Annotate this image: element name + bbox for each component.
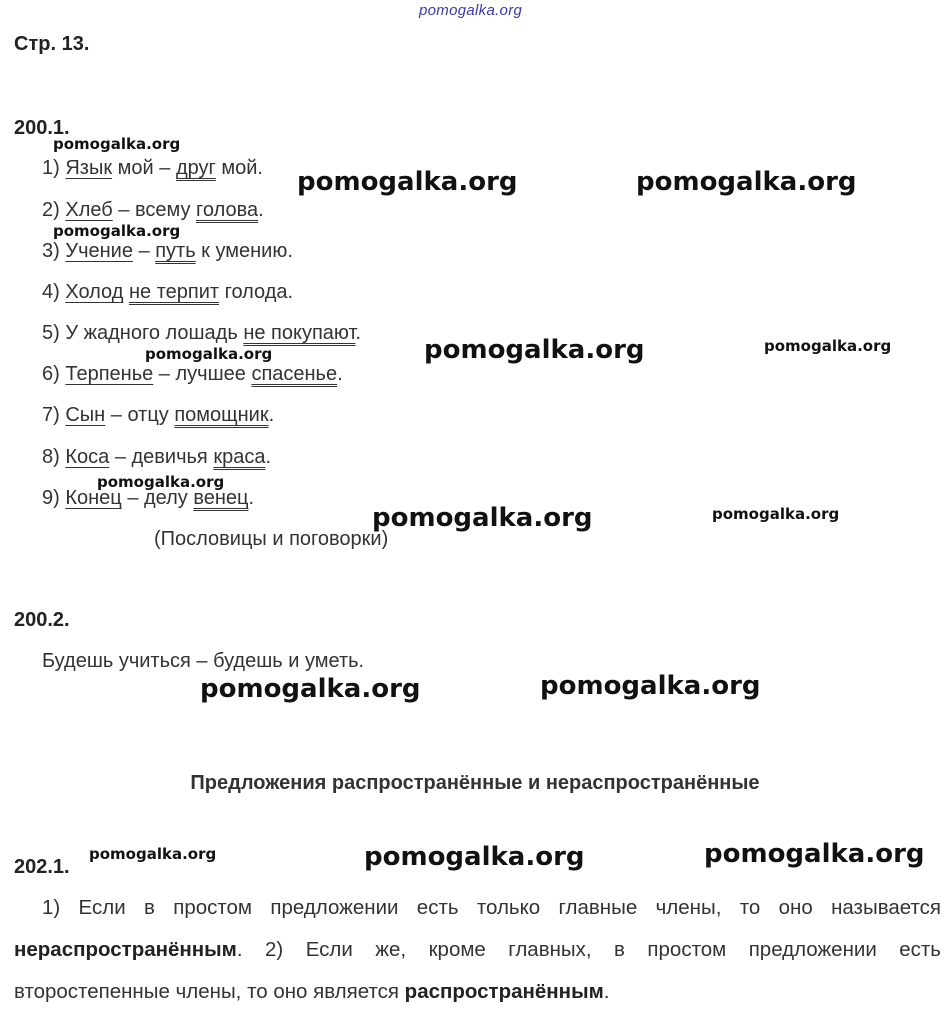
rule-line-1: 1) Если в простом предложении есть только главные члены, то оно называется [42,896,941,919]
section-title: Предложения распространённые и нераспространённые [190,772,760,794]
proverb-line [42,240,293,263]
proverb-text: – [132,240,156,262]
proverb-text: . [268,404,275,426]
exercise-number-200-1: 200.1. [14,117,70,139]
proverb-number: 2) [42,199,60,221]
proverb-text: к умению. [195,240,293,262]
proverb-number: 7) [42,404,60,426]
proverb-line [42,199,264,222]
top-watermark: pomogalka.org [419,2,523,19]
predicate-word: венец [193,487,249,509]
subject-word: Учение [65,240,133,262]
proverb-text: . [337,363,343,385]
page-label: Стр. 13. [14,33,90,55]
proverb-number: 4) [42,281,60,303]
proverb-number: 1) [42,157,60,179]
watermark-overlay: pomogalka.org [97,473,225,491]
predicate-word: голова [196,199,259,221]
rule-line-3-pre: второстепенные члены, то оно является [14,980,405,1003]
watermark-overlay: pomogalka.org [372,503,593,533]
subject-word: Коса [65,446,110,468]
subject-word: Хлеб [65,199,113,221]
proverb-text: – девичья [109,446,214,468]
proverb-line [42,404,274,427]
watermark-overlay: pomogalka.org [712,505,840,523]
watermark-overlay: pomogalka.org [424,335,645,365]
predicate-word: спасенье [251,363,338,385]
proverb-number: 6) [42,363,60,385]
proverb-text: – лучшее [153,363,252,385]
predicate-word: друг [175,157,216,179]
rule-line-3-post: . [603,980,610,1003]
proverb-line [42,322,361,345]
proverb-number: 3) [42,240,60,262]
watermark-overlay: pomogalka.org [297,167,518,197]
proverb-line [42,363,343,386]
proverb-text: . [258,199,264,221]
predicate-word: краса [213,446,266,468]
proverb-text: – отцу [105,404,175,426]
subject-word: Холод [65,281,124,303]
proverb-number: 5) [42,322,60,344]
watermark-overlay: pomogalka.org [53,135,181,153]
proverb-line [42,446,271,469]
subject-word: Сын [65,404,106,426]
proverb-text: У жадного лошадь [65,322,244,344]
predicate-word: путь [155,240,196,262]
proverb-text: . [265,446,272,468]
watermark-overlay: pomogalka.org [89,845,217,863]
proverb-text: мой – [112,157,176,179]
rule-line-2 [14,938,941,962]
proverb-text: . [248,487,255,509]
proverb-line [42,281,293,304]
exercise-200-2-answer: Будешь учиться – будешь и уметь. [42,650,365,672]
watermark-overlay: pomogalka.org [145,345,273,363]
watermark-overlay: pomogalka.org [540,671,761,701]
exercise-number-200-2: 200.2. [14,609,70,631]
term-extended: распространённым [404,980,604,1003]
predicate-word: не терпит [128,281,220,303]
proverb-line [42,157,263,180]
watermark-overlay: pomogalka.org [200,674,421,704]
proverb-text: голода. [219,281,294,303]
predicate-word: помощник [174,404,269,426]
watermark-overlay: pomogalka.org [53,222,181,240]
exercise-number-202-1: 202.1. [14,856,70,878]
watermark-overlay: pomogalka.org [764,337,892,355]
rule-line-3 [14,980,941,1004]
subject-word: Конец [65,487,122,509]
predicate-word: не покупают [243,322,356,344]
subject-word: Язык [65,157,113,179]
watermark-overlay: pomogalka.org [636,167,857,197]
watermark-overlay: pomogalka.org [704,839,925,869]
proverb-number: 8) [42,446,60,468]
rule-line-2-rest: . 2) Если же, кроме главных, в простом предложении есть [236,938,941,961]
subject-word: Терпенье [65,363,154,385]
proverb-text: – делу [121,487,194,509]
proverb-text: – всему [112,199,197,221]
watermark-overlay: pomogalka.org [364,842,585,872]
proverb-text: мой. [215,157,263,179]
proverb-text: . [355,322,361,344]
term-unextended: нераспространённым [14,938,237,961]
proverbs-source: (Пословицы и поговорки) [154,528,389,550]
proverb-number: 9) [42,487,60,509]
